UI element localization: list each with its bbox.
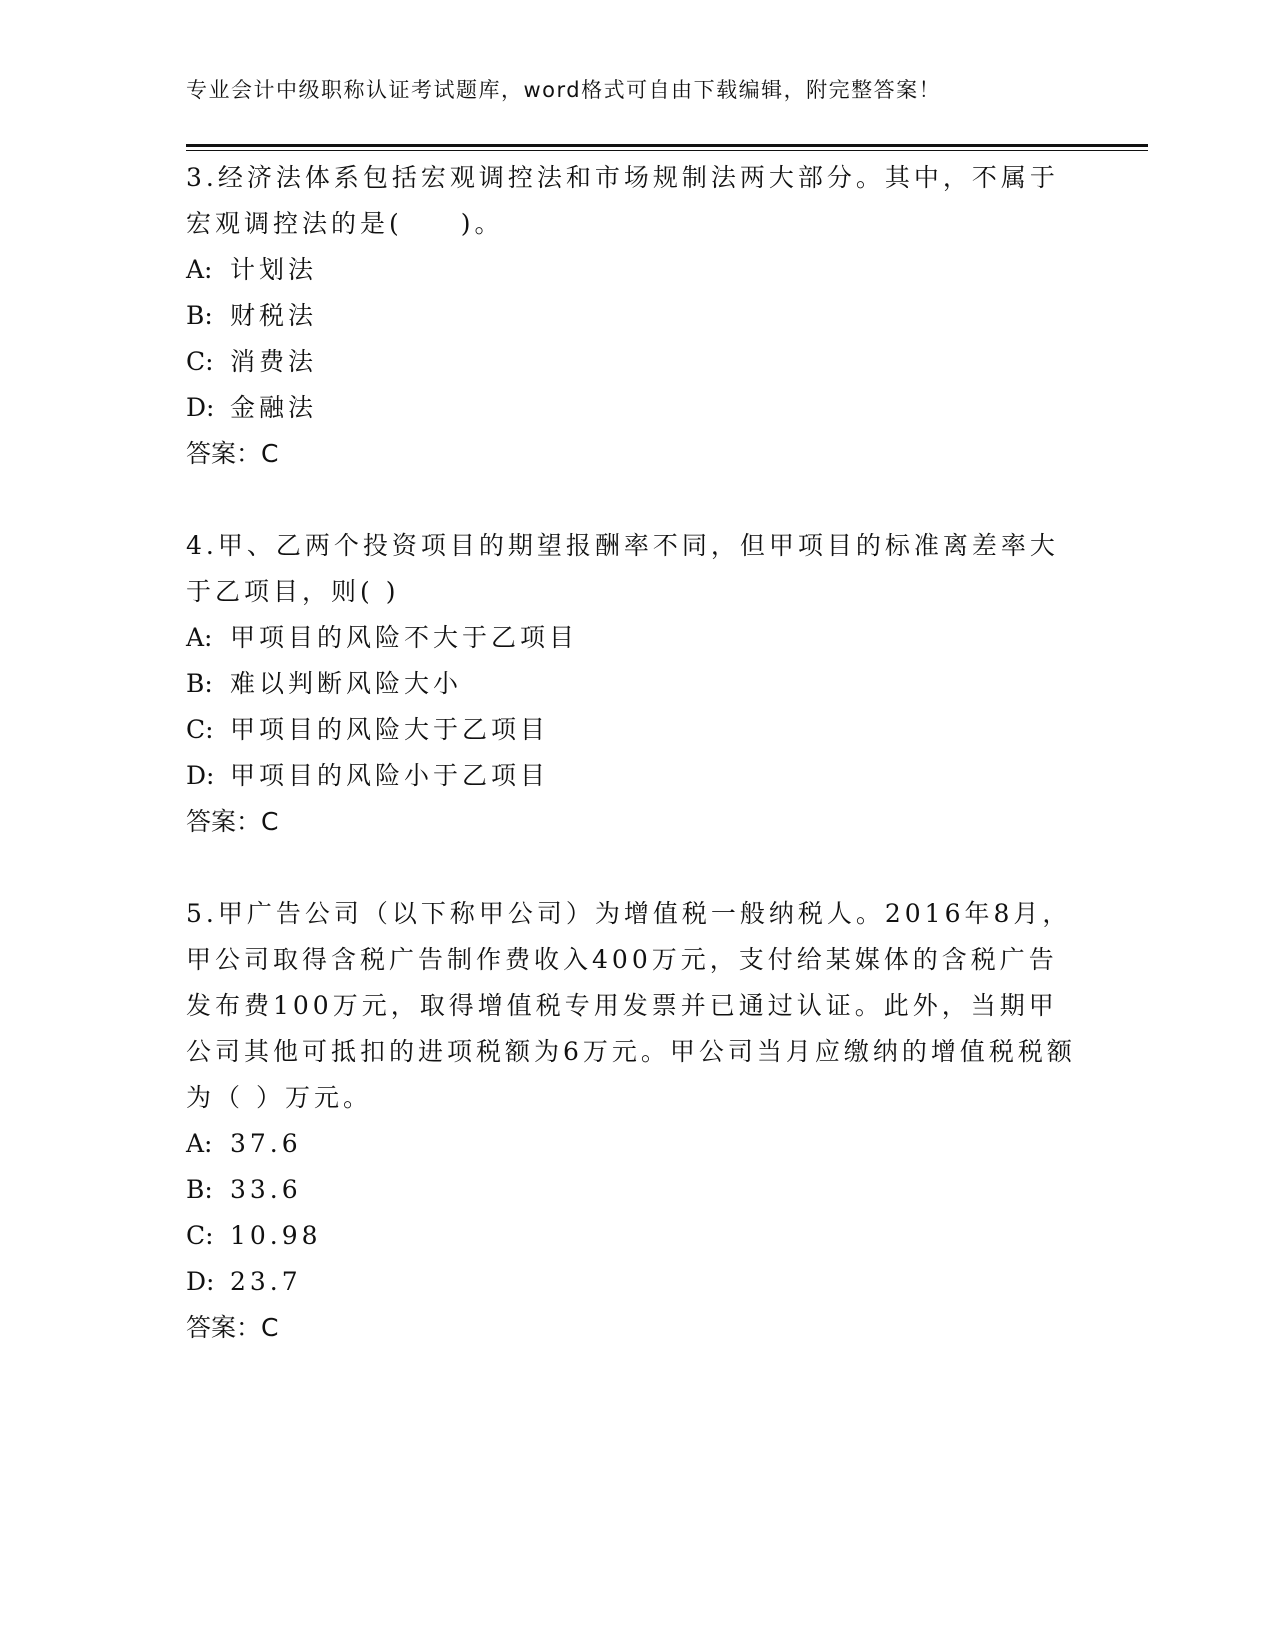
option-text: 10.98 [230, 1221, 322, 1250]
option-a [186, 247, 1086, 293]
option-key: D: [186, 761, 215, 790]
option-text: 甲项目的风险小于乙项目 [230, 761, 550, 790]
option-c [186, 707, 1086, 753]
option-text: 甲项目的风险不大于乙项目 [230, 623, 579, 652]
option-text: 难以判断风险大小 [230, 669, 463, 698]
question-stem: 4.甲、乙两个投资项目的期望报酬率不同，但甲项目的标准离差率大于乙项目，则( ) [186, 531, 1059, 606]
option-text: 金融法 [230, 393, 318, 422]
option-key: A: [186, 623, 213, 652]
question-stem: 5.甲广告公司（以下称甲公司）为增值税一般纳税人。2016年8月，甲公司取得含税广告制作费收入400万元，支付给某媒体的含税广告发布费100万元，取得增值税专用发票并已通过认证。此外，当期甲公司其他可抵扣的进项税额为6万元。甲公司当月应缴纳的增值税税额为（ ）万元。 [186, 899, 1076, 1112]
option-key: D: [186, 1267, 215, 1296]
option-text: 23.7 [230, 1267, 302, 1296]
question-5 [186, 891, 1086, 1351]
option-key: D: [186, 393, 215, 422]
option-text: 33.6 [230, 1175, 302, 1204]
header-rule-thin [186, 150, 1148, 151]
option-b [186, 293, 1086, 339]
option-d [186, 753, 1086, 799]
option-d [186, 1259, 1086, 1305]
page-header: 专业会计中级职称认证考试题库，word格式可自由下载编辑，附完整答案！ [186, 78, 942, 102]
option-b [186, 1167, 1086, 1213]
option-c [186, 1213, 1086, 1259]
question-stem: 3.经济法体系包括宏观调控法和市场规制法两大部分。其中，不属于宏观调控法的是( )。 [186, 163, 1059, 238]
option-d [186, 385, 1086, 431]
option-text: 消费法 [230, 347, 318, 376]
option-a [186, 615, 1086, 661]
option-text: 财税法 [230, 301, 318, 330]
question-4 [186, 523, 1086, 845]
answer-line: 答案：C [186, 439, 279, 468]
option-key: B: [186, 301, 213, 330]
option-text: 37.6 [230, 1129, 302, 1158]
option-key: B: [186, 1175, 213, 1204]
option-key: A: [186, 255, 213, 284]
answer-line: 答案：C [186, 807, 279, 836]
option-key: C: [186, 1221, 214, 1250]
header-rule-thick [186, 144, 1148, 147]
option-key: B: [186, 669, 213, 698]
option-key: C: [186, 347, 214, 376]
option-text: 计划法 [230, 255, 318, 284]
question-list [186, 155, 1086, 1397]
question-3 [186, 155, 1086, 477]
option-a [186, 1121, 1086, 1167]
option-key: C: [186, 715, 214, 744]
option-c [186, 339, 1086, 385]
option-b [186, 661, 1086, 707]
answer-line: 答案：C [186, 1313, 279, 1342]
option-text: 甲项目的风险大于乙项目 [230, 715, 550, 744]
option-key: A: [186, 1129, 213, 1158]
